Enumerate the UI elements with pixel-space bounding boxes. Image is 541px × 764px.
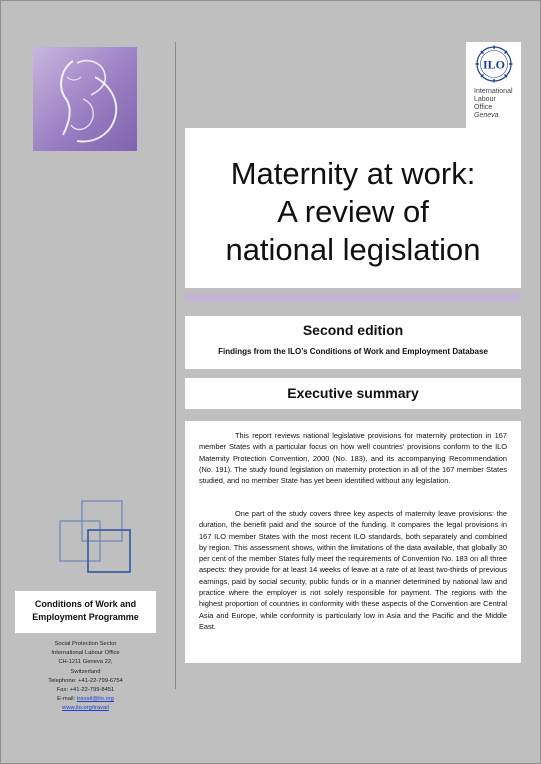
ilo-logo-block — [466, 42, 521, 128]
edition-panel — [185, 316, 521, 369]
svg-text:ILO: ILO — [482, 57, 506, 72]
contact-email-row — [15, 695, 156, 704]
contact-email-label: E-mail: — [57, 696, 77, 703]
programme-panel — [15, 591, 156, 633]
mother-silhouette-art — [33, 47, 137, 151]
accent-bar — [185, 294, 521, 302]
contact-line: CH-1211 Geneva 22, — [58, 659, 113, 666]
ilo-emblem-icon — [472, 44, 516, 84]
contact-line: International Labour Office — [51, 650, 120, 657]
report-title: Maternity at work: A review of national legislation — [225, 156, 481, 267]
executive-summary-panel — [185, 421, 521, 663]
contact-info — [15, 640, 156, 714]
mother-silhouette-icon — [33, 47, 137, 151]
programme-name: Conditions of Work and Employment Programme — [32, 599, 139, 622]
ilo-city: Geneva — [474, 112, 499, 119]
website-link[interactable]: www.ilo.org/travail — [62, 705, 109, 712]
overlapping-squares-icon — [58, 500, 134, 576]
executive-summary-heading: Executive summary — [287, 385, 419, 401]
vertical-divider — [175, 42, 176, 689]
executive-summary-heading-panel — [185, 378, 521, 409]
contact-line: Social Protection Sector — [54, 641, 117, 647]
contact-telephone: Telephone: +41-22-799-6754 — [48, 677, 123, 684]
email-link[interactable]: travail@ilo.org — [76, 696, 114, 703]
contact-fax: Fax: +41-22-799-8451 — [56, 687, 115, 694]
summary-paragraph: One part of the study covers three key aspects of maternity leave provisions: the duration, the benefit paid and the source of the funding. It compares the legal provisions in 167 ILO member States with the most recent ILO standards, both separately and combined by region. This assessment shows, within the limitations of the data available, that globally 30 per cent of the member States fully meet the requirements of Convention No. 183 on all three aspects: they provide for at least 14 weeks of leave at a rate of at least two-thirds of previous earnings, paid by social security, public funds or in a manner determined by national law and practice where the employer is not solely responsible for payment. The regions with the highest proportion of countries in conformity with these aspects of the Convention are Central Asia and Europe, while conformity is particularly low in Asia and the Pacific and the Middle East. — [199, 509, 507, 631]
contact-line: Switzerland — [70, 668, 101, 675]
summary-paragraph: This report reviews national legislative provisions for maternity protection in 167 member States with a particular focus on how well countries’ provisions conform to the ILO Maternity Protection Convention, 2000 (No. 183), and its accompanying Recommendation (No. 191). The study found legislation on maternity protection in all of the 167 member States studied, and no member State has yet been identified without any legislation. — [199, 431, 507, 486]
edition-title: Second edition — [302, 322, 404, 338]
edition-subtitle: Findings from the ILO’s Conditions of Work and Employment Database — [218, 347, 488, 356]
title-panel — [185, 128, 521, 288]
ilo-name-text: International Labour Office — [474, 88, 513, 111]
ilo-name — [474, 88, 513, 120]
